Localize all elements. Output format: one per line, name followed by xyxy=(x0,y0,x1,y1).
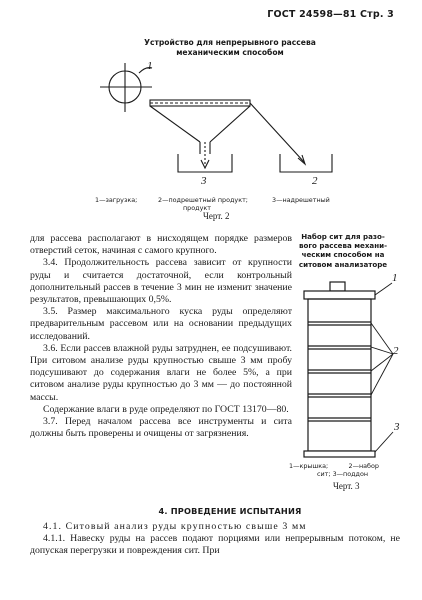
paragraph: Содержание влаги в руде определяют по ГОСТ 13170—80. xyxy=(43,403,289,415)
figure3-title-line: ситовом анализаторе xyxy=(298,259,388,269)
paragraph: 3.7. Перед началом рассева все инструменты и сита должны быть проверены и очищены от загрязнения. xyxy=(30,416,292,440)
figure3-legend-line2: сит; 3—поддон xyxy=(317,470,369,478)
figure3-title-line: вого рассева механи- xyxy=(298,241,388,251)
lid xyxy=(304,291,375,299)
figure3-legend-line1: 1—крышка; 2—набор xyxy=(289,462,379,470)
lid-handle xyxy=(330,282,345,291)
paragraph: для рассева располагают в нисходящем порядке размеров отверстий сеток, начиная с самого крупного. xyxy=(30,233,292,257)
figure3-label-1: 1 xyxy=(392,272,398,284)
figure3-label-2: 2 xyxy=(393,345,399,357)
figure3-label-3: 3 xyxy=(394,421,400,433)
paragraph: 4.1. Ситовый анализ руды крупностью свыше 3 мм xyxy=(43,521,307,532)
figure3-title-line: Набор сит для разо- xyxy=(301,232,385,241)
body-text xyxy=(30,233,292,440)
paragraph: 3.6. Если рассев влажной руды затруднен, ее подсушивают. При ситовом анализе руды крупностью свыше 3 мм пробу подсушивают до содержания влаги не более 5%, а при ситовом анализе руды крупностью до 3 мм — до постоянной массы. xyxy=(30,342,292,403)
paragraph: 3.4. Продолжительность рассева зависит от крупности руды и считается достаточной, если контрольный дополнительный рассев в течение 3 мин не изменит значение результатов, превышающих 0,5%. xyxy=(30,257,292,306)
section-heading: 4. ПРОВЕДЕНИЕ ИСПЫТАНИЯ xyxy=(158,506,302,516)
figure2-legend-2b: продукт xyxy=(183,204,211,212)
figure2-legend-3: 3—надрешетный xyxy=(272,196,330,204)
figure3-caption: Черт. 3 xyxy=(333,481,360,491)
figure3-title-line: ческим способом на xyxy=(301,250,385,260)
figure2-legend-1: 1—загрузка; xyxy=(95,196,138,204)
figure2-caption: Черт. 2 xyxy=(203,211,230,221)
tray xyxy=(304,451,375,457)
section4-text xyxy=(30,521,400,558)
paragraph: 3.5. Размер максимального куска руды определяют предварительным рассевом или на основании предыдущих исследований. xyxy=(30,306,292,342)
figure2-label-1: 1 xyxy=(147,60,153,72)
figure2-legend-2: 2—подрешетный продукт; xyxy=(158,196,248,204)
figure2-label-2: 2 xyxy=(312,175,318,187)
figure2-label-3: 3 xyxy=(201,175,207,187)
figure2-title-line2: механическим способом xyxy=(176,48,284,57)
paragraph: 4.1.1. Навеску руды на рассев подают порциями или непрерывным потоком, не допуская перегрузки и повреждения сит. При xyxy=(30,533,400,557)
page-header: ГОСТ 24598—81 Стр. 3 xyxy=(267,9,394,20)
figure2-title-line1: Устройство для непрерывного рассева xyxy=(144,38,316,47)
